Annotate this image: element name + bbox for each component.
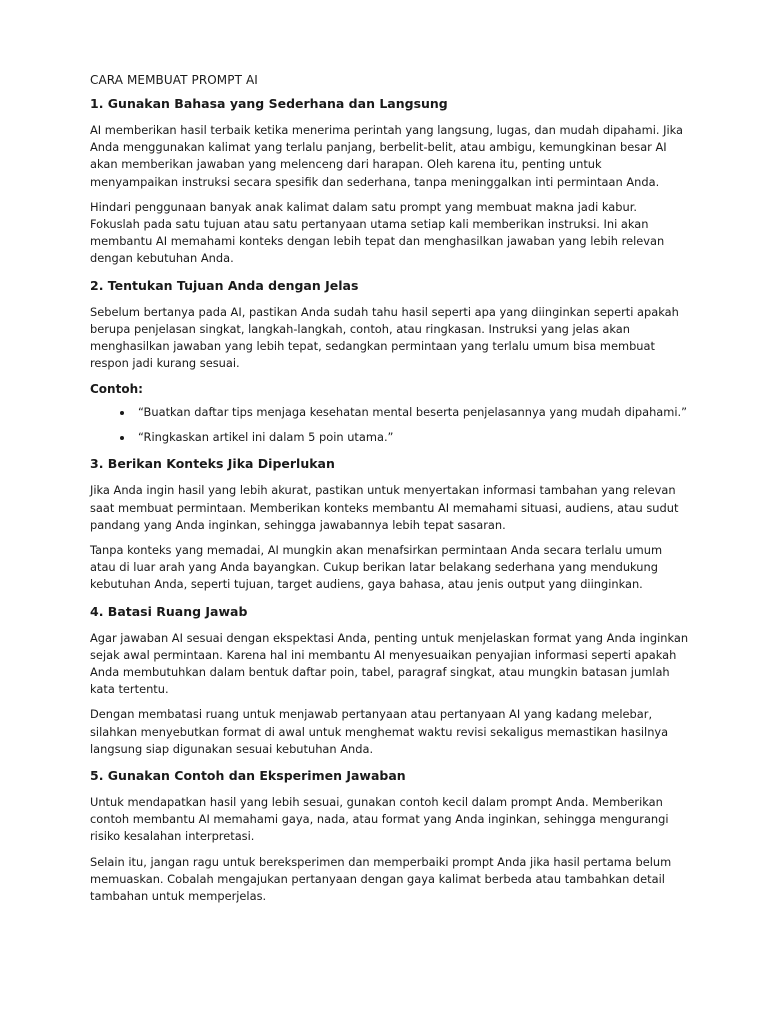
example-label: Contoh: bbox=[90, 382, 143, 397]
section-4 bbox=[90, 602, 690, 758]
document-title: CARA MEMBUAT PROMPT AI bbox=[90, 73, 258, 87]
section-2 bbox=[90, 276, 690, 447]
section-5-paragraph-1: Untuk mendapatkan hasil yang lebih sesuai, gunakan contoh kecil dalam prompt Anda. Memberikan contoh membantu AI memahami gaya, nada, atau format yang Anda inginkan, sehingga mengurangi risiko kesalahan interpretasi. bbox=[90, 795, 669, 844]
section-1 bbox=[90, 94, 690, 268]
section-2-paragraph-1: Sebelum bertanya pada AI, pastikan Anda sudah tahu hasil seperti apa yang diinginkan seperti apakah berupa penjelasan singkat, langkah-langkah, contoh, atau ringkasan. Instruksi yang jelas akan menghasilkan jawaban yang lebih tepat, sedangkan permintaan yang terlalu umum bisa membuat respon jadi kurang sesuai. bbox=[90, 304, 679, 371]
example-list bbox=[90, 404, 690, 446]
list-item: • “Buatkan daftar tips menjaga kesehatan mental beserta penjelasannya yang mudah dipahami.” bbox=[134, 404, 690, 421]
section-1-heading: 1. Gunakan Bahasa yang Sederhana dan Langsung bbox=[90, 96, 448, 111]
list-item: • “Ringkaskan artikel ini dalam 5 poin utama.” bbox=[134, 429, 690, 446]
document-page bbox=[90, 70, 690, 913]
section-2-heading: 2. Tentukan Tujuan Anda dengan Jelas bbox=[90, 277, 359, 293]
section-5-paragraph-2: Selain itu, jangan ragu untuk bereksperimen dan memperbaiki prompt Anda jika hasil pertama belum memuaskan. Cobalah mengajukan pertanyaan dengan gaya kalimat berbeda atau tambahkan detail tambahan untuk memperjelas. bbox=[90, 854, 672, 904]
section-4-heading: 4. Batasi Ruang Jawab bbox=[90, 603, 248, 619]
section-3-paragraph-1: Jika Anda ingin hasil yang lebih akurat, pastikan untuk menyertakan informasi tambahan yang relevan saat membuat permintaan. Memberikan konteks membantu AI memahami situasi, audiens, atau sudut pandang yang Anda inginkan, sehingga jawabannya lebih tepat sasaran. bbox=[90, 483, 679, 532]
section-5 bbox=[90, 766, 690, 905]
section-4-paragraph-2: Dengan membatasi ruang untuk menjawab pertanyaan atau pertanyaan AI yang kadang melebar, silahkan menyebutkan format di awal untuk menghemat waktu revisi sekaligus memastikan hasilnya langsung siap digunakan sesuai kebutuhan Anda. bbox=[90, 707, 669, 756]
section-3 bbox=[90, 454, 690, 593]
section-5-heading: 5. Gunakan Contoh dan Eksperimen Jawaban bbox=[90, 768, 406, 784]
section-3-paragraph-2: Tanpa konteks yang memadai, AI mungkin akan menafsirkan permintaan Anda secara terlalu umum atau di luar arah yang Anda bayangkan. Cukup berikan latar belakang sederhana yang mendukung kebutuhan Anda, seperti tujuan, target audiens, gaya bahasa, atau jenis output yang diinginkan. bbox=[90, 543, 663, 592]
section-1-paragraph-2: Hindari penggunaan banyak anak kalimat dalam satu prompt yang membuat makna jadi kabur. Fokuslah pada satu tujuan atau satu pertanyaan utama setiap kali memberikan instruksi. Ini akan membantu AI memahami konteks dengan lebih tepat dan menghasilkan jawaban yang lebih relevan dengan kebutuhan Anda. bbox=[90, 199, 665, 266]
section-3-heading: 3. Berikan Konteks Jika Diperlukan bbox=[90, 456, 335, 472]
section-1-paragraph-1: AI memberikan hasil terbaik ketika menerima perintah yang langsung, lugas, dan mudah dipahami. Jika Anda menggunakan kalimat yang terlalu panjang, berbelit-belit, atau ambigu, kemungkinan besar AI akan memberikan jawaban yang melenceng dari harapan. Oleh karena itu, penting untuk menyampaikan instruksi secara spesifik dan sederhana, tanpa meninggalkan inti permintaan Anda. bbox=[90, 123, 684, 189]
section-4-paragraph-1: Agar jawaban AI sesuai dengan ekspektasi Anda, penting untuk menjelaskan format yang Anda inginkan sejak awal permintaan. Karena hal ini membantu AI menyesuaikan penyajian informasi seperti apakah Anda membutuhkan dalam bentuk daftar poin, tabel, paragraf singkat, atau mungkin batasan jumlah kata tertentu. bbox=[90, 630, 689, 697]
